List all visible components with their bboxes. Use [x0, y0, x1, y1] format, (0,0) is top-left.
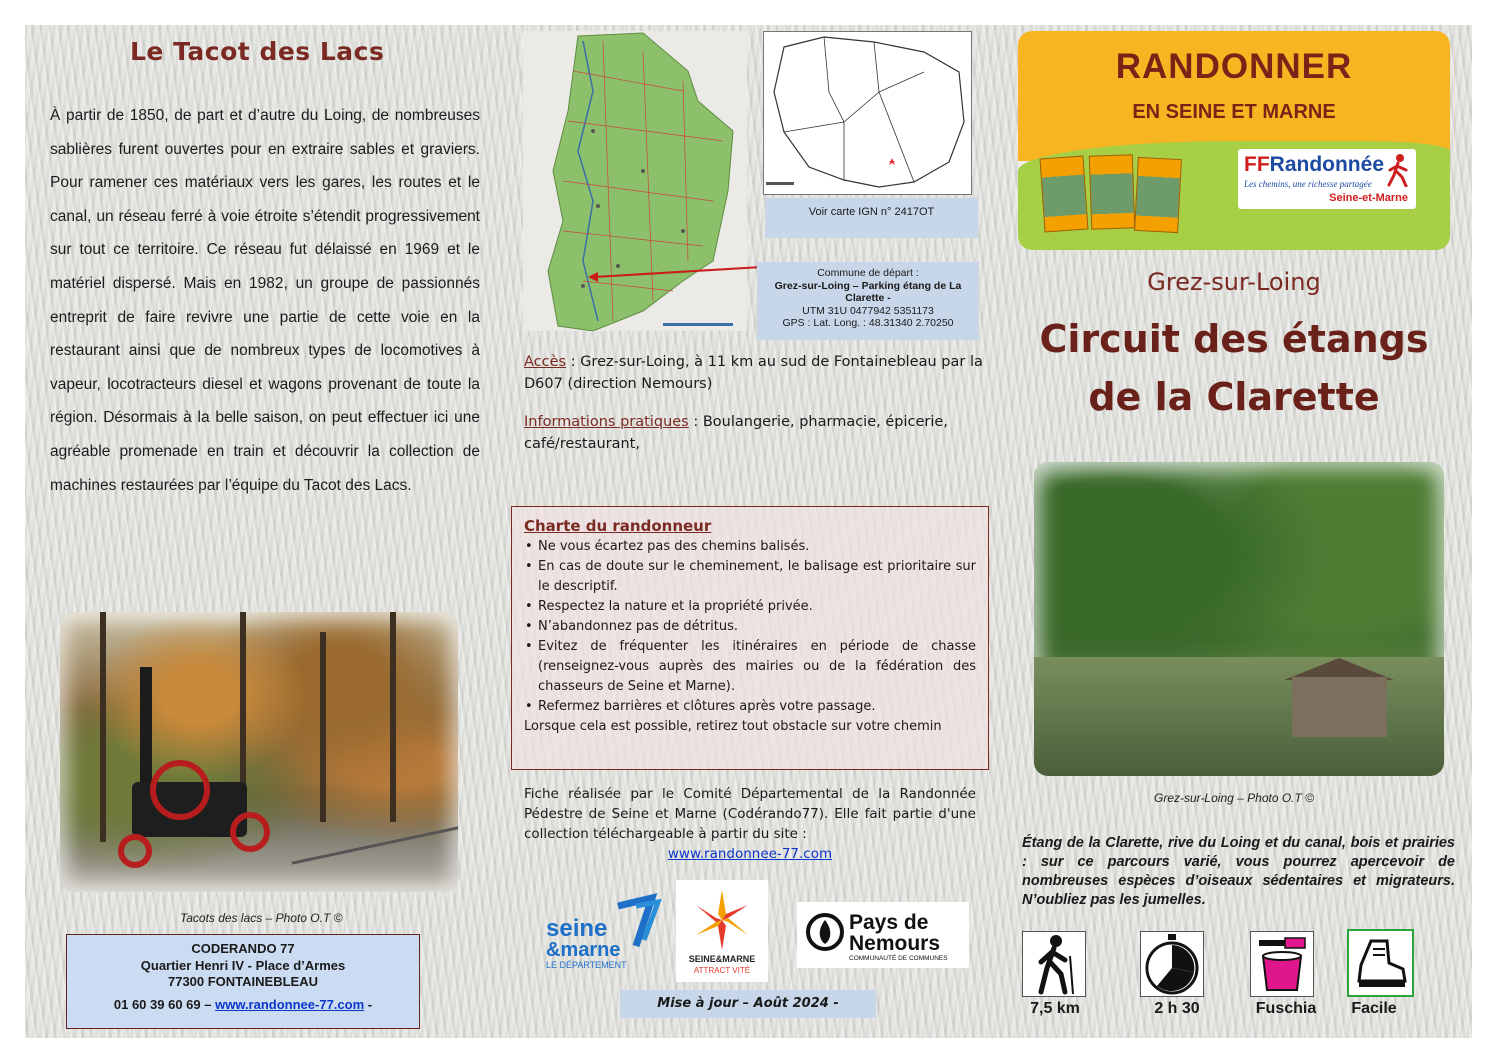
- level-boot-icon: [1347, 929, 1414, 997]
- charter-item: • Ne vous écartez pas des chemins balisés.: [524, 537, 976, 557]
- circuit-title: [1018, 310, 1450, 426]
- marking-color-value: Fuschia: [1255, 1000, 1317, 1017]
- booklet-image: [1134, 157, 1182, 233]
- distance-hiker-icon: [1022, 931, 1086, 997]
- attract-line2: ATTRACT VITÉ: [693, 966, 751, 975]
- ffrandonnee-logo: [1238, 149, 1416, 209]
- start-utm: UTM 31U 0477942 5351173: [802, 304, 934, 317]
- ign-map-reference: Voir carte IGN n° 2417OT: [765, 198, 978, 238]
- charter-footer: Lorsque cela est possible, retirez tout obstacle sur votre chemin: [524, 719, 942, 734]
- ff-randonnee-word: Randonnée: [1269, 153, 1384, 176]
- distance-value: 7,5 km: [1030, 1000, 1080, 1017]
- access-heading: Accès: [524, 354, 567, 370]
- charter-item: • Refermez barrières et clôtures après votre passage.: [524, 697, 976, 717]
- tacot-photo: [60, 612, 458, 892]
- tacot-description: À partir de 1850, de part et d’autre du Loing, de nombreuses sablières furent ouvertes pour en extraire sables et graviers. Pour ramener ces matériaux vers les gares, les routes et le canal, un réseau ferré à voie étroite s’étendit progressivement sur tout ce territoire. Ce réseau fut délaissé en 1969 et le matériel dispersé. Mais en 1982, un groupe de passionnés entreprit de faire revivre une partie de cette voie en la restaurant ainsi que de nombreux types de locomotives à vapeur, locotracteurs diesel et wagons provenant de toute la région. Désormais à la belle saison, on peut effectuer ici une agréable promenade en train et découvrir la collection de machines restaurées par l’équipe du Tacot des Lacs.: [50, 107, 480, 494]
- nemours-line2: Nemours: [849, 932, 941, 955]
- pays-de-nemours-logo: [797, 902, 969, 968]
- town-name: Grez-sur-Loing: [1147, 268, 1321, 296]
- attract-line1: SEINE&MARNE: [688, 954, 756, 964]
- charter-list: [524, 537, 976, 717]
- credits-text: [524, 784, 976, 864]
- address-suffix: -: [367, 996, 373, 1012]
- hiker-figure-icon: [1386, 153, 1410, 187]
- update-date: Mise à jour – Août 2024 -: [620, 990, 876, 1018]
- ff-slogan: Les chemins, une richesse partagée: [1244, 179, 1372, 189]
- address-city: 77300 FONTAINEBLEAU: [167, 974, 318, 989]
- randonner-banner: [1018, 31, 1450, 250]
- ile-de-france-map: [763, 31, 972, 195]
- ff-region: Seine-et-Marne: [1329, 192, 1408, 204]
- charter-item: • N’abandonnez pas de détritus.: [524, 617, 976, 637]
- circuit-description: Étang de la Clarette, rive du Loing et du canal, bois et prairies : sur ce parcours varié, vous pourrez apercevoir de nombreuses espèces d’oiseaux sédentaires et migrateurs. N’oubliez pas les jumelles.: [1022, 835, 1455, 908]
- marne-word: &marne: [546, 939, 621, 961]
- credits-body: Fiche réalisée par le Comité Départemental de la Randonnée Pédestre de Seine et Marne (Codérando77). Elle fait partie d'une collection téléchargeable à partir du site :: [524, 786, 976, 842]
- practical-heading: Informations pratiques: [524, 414, 689, 430]
- circuit-title-line2: de la Clarette: [1088, 375, 1380, 419]
- banner-subtitle: EN SEINE ET MARNE: [1132, 101, 1336, 123]
- river-photo-caption: Grez-sur-Loing – Photo O.T ©: [1153, 791, 1315, 805]
- charter-item: • Respectez la nature et la propriété privée.: [524, 597, 976, 617]
- difficulty-value: Facile: [1351, 1000, 1397, 1017]
- river-photo: [1034, 462, 1444, 776]
- circuit-title-line1: Circuit des étangs: [1039, 317, 1429, 361]
- seine-et-marne-departement-logo: [540, 888, 665, 976]
- marking-paint-icon: [1250, 931, 1314, 997]
- nemours-line1: Pays de: [849, 911, 929, 934]
- start-pointer-arrowhead: [588, 272, 598, 282]
- address-box: [66, 934, 420, 1029]
- ff-letters: FF: [1244, 153, 1270, 176]
- practical-text: : Boulangerie, pharmacie, épicerie, café/restaurant,: [524, 414, 948, 452]
- credits-website-link[interactable]: www.randonnee-77.com: [667, 846, 833, 862]
- attractivite-logo: [676, 880, 768, 982]
- access-info: [524, 351, 984, 395]
- booklet-image: [1039, 156, 1088, 233]
- address-phone: 01 60 39 60 69 –: [113, 996, 212, 1012]
- access-text: : Grez-sur-Loing, à 11 km au sud de Fontainebleau par la D607 (direction Nemours): [524, 354, 983, 392]
- tacot-title: Le Tacot des Lacs: [130, 37, 385, 66]
- booklet-image: [1089, 154, 1136, 229]
- hiker-charter: [511, 506, 989, 770]
- start-place: Grez-sur-Loing – Parking étang de La Clarette -: [774, 279, 962, 304]
- departement-word: LE DÉPARTEMENT: [546, 960, 627, 970]
- charter-heading: Charte du randonneur: [524, 517, 712, 535]
- seine-et-marne-map: [523, 31, 747, 331]
- practical-info: [524, 411, 984, 455]
- start-label: Commune de départ :: [817, 267, 919, 279]
- address-org: CODERANDO 77: [191, 941, 295, 956]
- duration-value: 2 h 30: [1154, 1000, 1200, 1017]
- charter-item: • En cas de doute sur le cheminement, le balisage est prioritaire sur le descriptif.: [524, 557, 976, 597]
- duration-stopwatch-icon: [1140, 931, 1204, 997]
- address-street: Quartier Henri IV - Place d’Armes: [140, 957, 346, 973]
- nemours-line3: COMMUNAUTÉ DE COMMUNES: [849, 955, 948, 962]
- banner-title: RANDONNER: [1115, 47, 1353, 86]
- tacot-photo-caption: Tacots des lacs – Photo O.T ©: [180, 911, 343, 925]
- seine77-word: seine: [546, 915, 608, 942]
- address-website-link[interactable]: www.randonnee-77.com: [215, 996, 365, 1012]
- start-point-box: [757, 262, 979, 340]
- start-gps: GPS : Lat. Long. : 48.31340 2.70250: [782, 317, 954, 329]
- charter-item: • Evitez de fréquenter les itinéraires en période de chasse (renseignez-vous auprès des mairies ou de la fédération des chasseurs de Seine et Marne).: [524, 637, 976, 697]
